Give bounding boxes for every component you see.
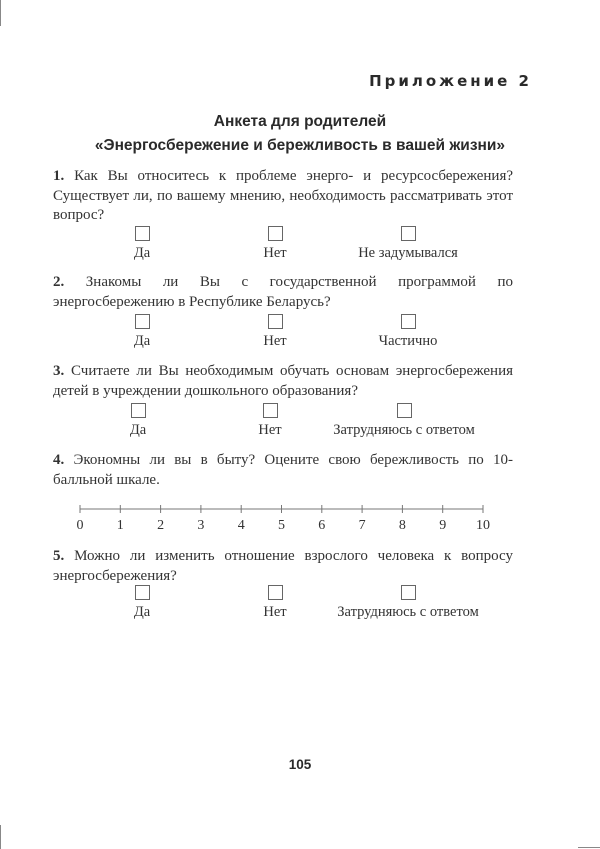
page-edge-mark: [0, 825, 1, 849]
scale-tick-label[interactable]: 5: [278, 518, 285, 533]
survey-title: Анкета для родителей: [213, 113, 387, 130]
option-label: Да: [129, 422, 147, 438]
question-5-options: [0, 585, 600, 625]
page-number: 105: [288, 757, 312, 772]
page-edge-mark: [578, 847, 600, 848]
scale-tick-label[interactable]: 1: [116, 518, 124, 533]
question-text: Знакомы ли Вы с государственной программой по энергосбережению в Республике Беларусь?: [53, 274, 513, 310]
scale-tick-label[interactable]: 6: [318, 518, 326, 533]
question-3-options: [0, 403, 600, 443]
option-label: Частично: [378, 333, 438, 349]
checkbox[interactable]: [135, 226, 150, 241]
rating-scale-graphic[interactable]: [70, 500, 500, 540]
question-number: 3.: [53, 363, 65, 379]
option-label: Да: [133, 604, 151, 620]
scale-tick-label[interactable]: 8: [398, 518, 406, 533]
checkbox[interactable]: [401, 585, 416, 600]
question-number: 4.: [53, 452, 65, 468]
question-text: Как Вы относитесь к проблеме энерго- и ресурсосбережения? Существует ли, по вашему мнению, необходимость рассматривать этот вопрос?: [53, 168, 514, 223]
checkbox[interactable]: [131, 403, 146, 418]
question-1-options: [0, 226, 600, 266]
scale-tick-label[interactable]: 10: [476, 518, 490, 533]
checkbox[interactable]: [268, 314, 283, 329]
option[interactable]: [304, 403, 504, 439]
option[interactable]: [308, 314, 508, 350]
scale-tick-label[interactable]: 2: [157, 518, 165, 533]
checkbox[interactable]: [263, 403, 278, 418]
question-2-options: [0, 314, 600, 354]
option-label: Нет: [263, 245, 287, 261]
question-2: [53, 273, 513, 312]
checkbox[interactable]: [268, 585, 283, 600]
option-label: Да: [133, 333, 151, 349]
checkbox[interactable]: [135, 585, 150, 600]
checkbox[interactable]: [397, 403, 412, 418]
question-number: 1.: [53, 168, 65, 184]
scale-tick-label[interactable]: 4: [237, 518, 245, 533]
question-3: [53, 362, 513, 401]
scale-tick-label[interactable]: 0: [76, 518, 84, 533]
scale-tick-label[interactable]: 9: [439, 518, 447, 533]
checkbox[interactable]: [268, 226, 283, 241]
question-number: 5.: [53, 548, 65, 564]
checkbox[interactable]: [401, 314, 416, 329]
option-label: Нет: [263, 333, 287, 349]
question-1: [53, 167, 513, 226]
question-text: Экономны ли вы в быту? Оцените свою бережливость по 10-балльной шкале.: [53, 452, 513, 488]
option-label: Нет: [258, 422, 282, 438]
option-label: Затрудняюсь с ответом: [333, 422, 475, 438]
option-label: Нет: [263, 604, 287, 620]
option-label: Затрудняюсь с ответом: [337, 604, 479, 620]
scale-tick-label[interactable]: 3: [197, 518, 205, 533]
scale-tick-label[interactable]: 7: [358, 518, 366, 533]
page-edge-mark: [0, 0, 1, 26]
question-5: [53, 547, 513, 586]
checkbox[interactable]: [401, 226, 416, 241]
rating-scale[interactable]: [70, 500, 500, 540]
option-label: Не задумывался: [358, 245, 458, 261]
question-number: 2.: [53, 274, 65, 290]
option[interactable]: [308, 226, 508, 262]
appendix-label: Приложение 2: [369, 72, 532, 90]
option-label: Да: [133, 245, 151, 261]
survey-subtitle: «Энергосбережение и бережливость в вашей жизни»: [94, 137, 506, 154]
checkbox[interactable]: [135, 314, 150, 329]
option[interactable]: [308, 585, 508, 621]
question-4: [53, 451, 513, 490]
question-text: Можно ли изменить отношение взрослого человека к вопросу энергосбережения?: [53, 548, 513, 584]
question-text: Считаете ли Вы необходимым обучать основам энергосбережения детей в учреждении дошкольного образования?: [53, 363, 513, 399]
